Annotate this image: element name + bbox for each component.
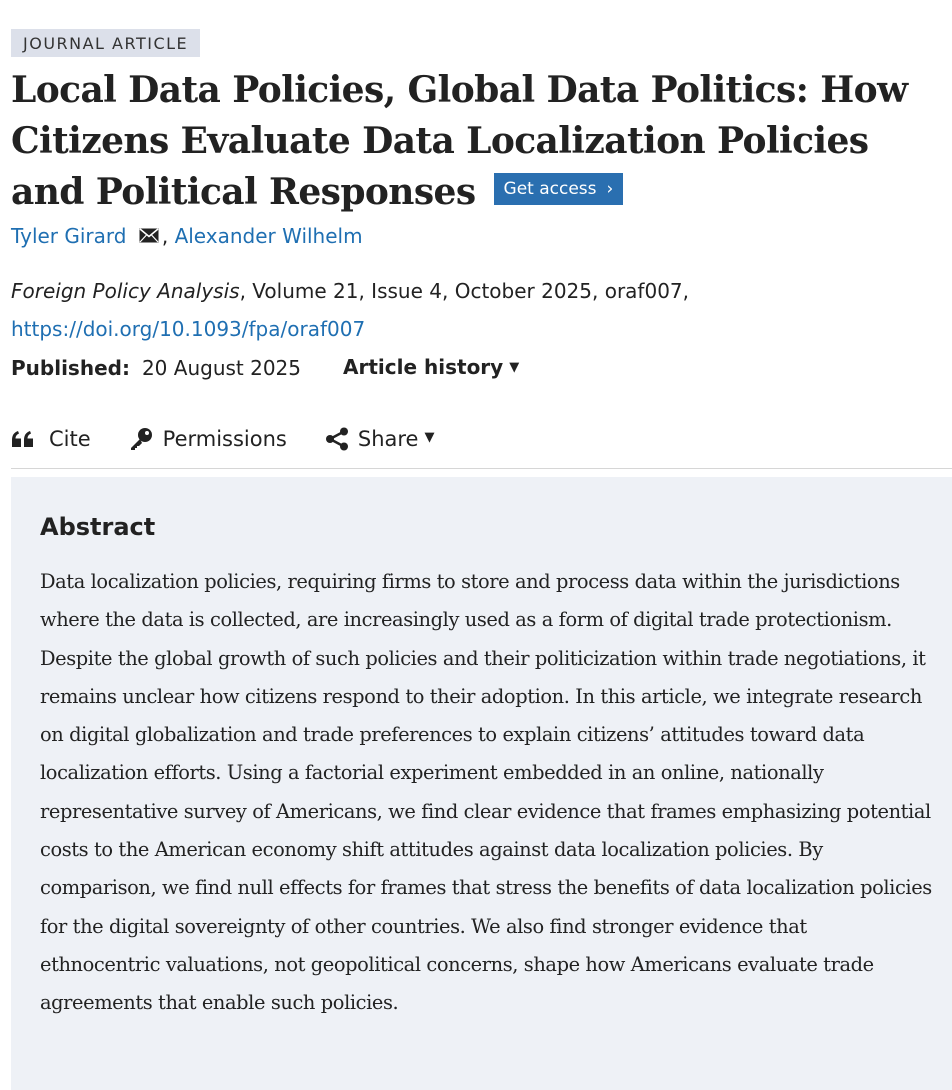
- article-header: [11, 29, 952, 469]
- get-access-button[interactable]: [494, 173, 624, 205]
- share-button[interactable]: [325, 424, 435, 454]
- chevron-right-icon: ›: [606, 179, 614, 199]
- author-list: [11, 222, 952, 250]
- author-link[interactable]: Alexander Wilhelm: [174, 224, 363, 248]
- permissions-button[interactable]: [129, 424, 287, 454]
- author-link[interactable]: Tyler Girard: [11, 224, 127, 248]
- cite-button[interactable]: [11, 424, 91, 454]
- article-history-label: Article history: [343, 355, 504, 379]
- share-icon: [325, 427, 349, 451]
- divider: [11, 468, 952, 469]
- article-type-badge: JOURNAL ARTICLE: [11, 29, 200, 57]
- publication-row: [11, 352, 952, 384]
- share-label: Share: [357, 426, 419, 451]
- article-history-toggle[interactable]: [343, 352, 519, 384]
- article-title: [11, 65, 941, 218]
- author-separator: ,: [161, 224, 169, 248]
- abstract-text: Data localization policies, requiring firms to store and process data within the jurisdictions where the data is collected, are increasingly used as a form of digital trade protectionism. Despite the global growth of such policies and their politicization within trade negotiations, it remains unclear how citizens respond to their adoption. In this article, we integrate research on digital globalization and trade preferences to explain citizens’ attitudes toward data localization efforts. Using a factorial experiment embedded in an online, nationally representative survey of Americans, we find clear evidence that frames emphasizing potential costs to the American economy shift attitudes against data localization policies. By comparison, we find null effects for frames that stress the benefits of data localization policies for the digital sovereignty of other countries. We also find stronger evidence that ethnocentric valuations, not geopolitical concerns, shape how Americans evaluate trade agreements that enable such policies.: [40, 570, 932, 1015]
- journal-name: Foreign Policy Analysis: [11, 279, 240, 303]
- article-title-text: Local Data Policies, Global Data Politics: How Citizens Evaluate Data Localization Policies and Political Responses: [11, 69, 908, 213]
- cite-label: Cite: [49, 426, 91, 451]
- caret-down-icon: ▼: [509, 359, 520, 375]
- get-access-label: Get access: [503, 179, 597, 199]
- permissions-label: Permissions: [162, 426, 287, 451]
- article-toolbar: [11, 424, 952, 454]
- citation-line: [11, 276, 952, 306]
- key-icon: [129, 427, 153, 451]
- quote-icon: [11, 430, 35, 448]
- abstract-heading: Abstract: [40, 513, 156, 541]
- doi-link[interactable]: https://doi.org/10.1093/fpa/oraf007: [11, 317, 366, 341]
- published-label: Published:: [11, 355, 130, 380]
- envelope-icon[interactable]: [139, 222, 159, 250]
- caret-down-icon: ▼: [424, 429, 435, 445]
- abstract-section: [11, 477, 952, 1090]
- published-date: 20 August 2025: [141, 355, 302, 380]
- citation-details: , Volume 21, Issue 4, October 2025, oraf007,: [239, 279, 689, 303]
